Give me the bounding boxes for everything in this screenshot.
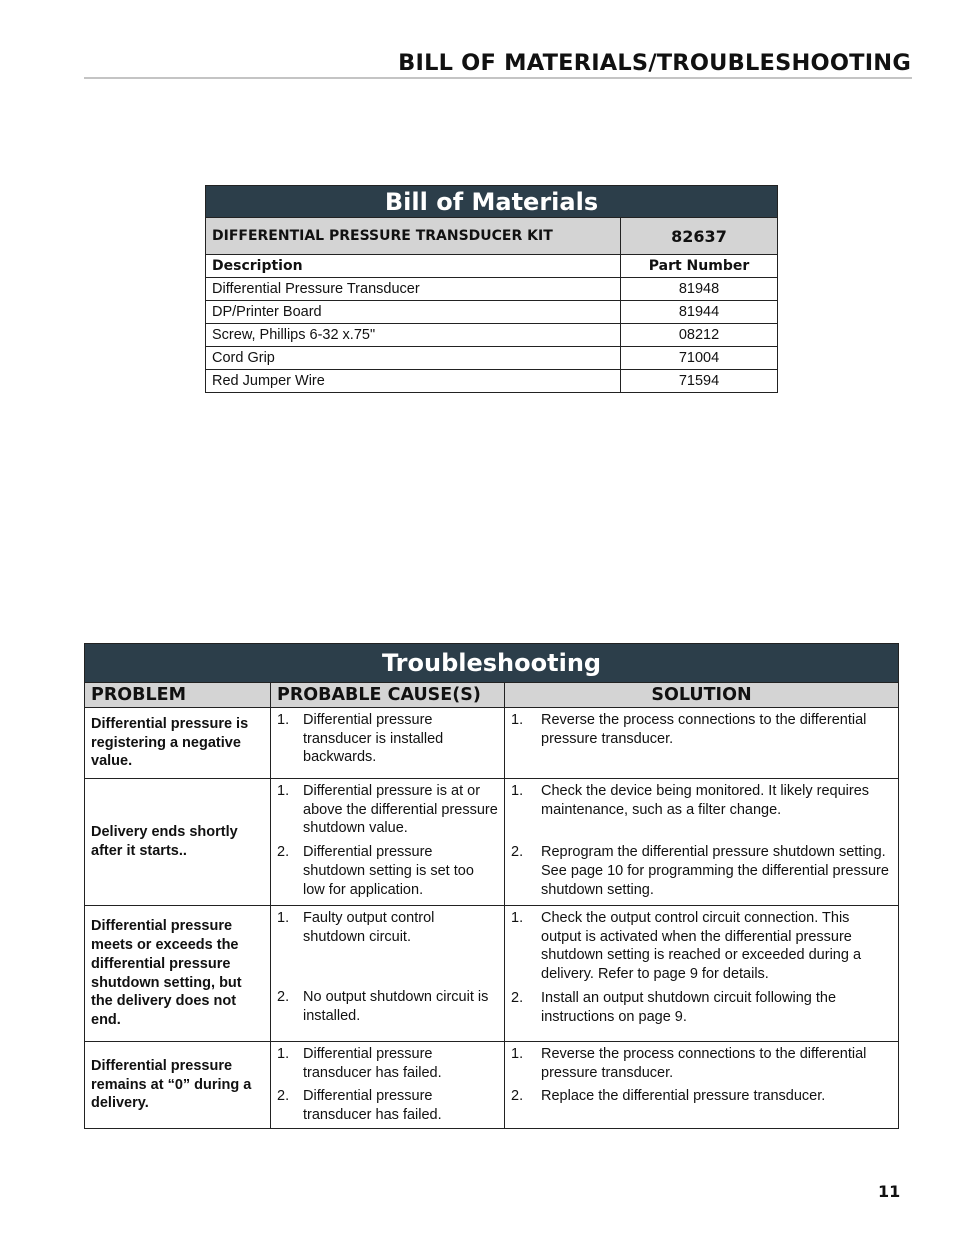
table-row xyxy=(85,779,899,906)
column-header-description: Description xyxy=(206,255,621,278)
table-row xyxy=(206,347,778,370)
table-row xyxy=(85,1042,899,1129)
table-row xyxy=(206,370,778,393)
troubleshooting-table xyxy=(84,643,899,1129)
solution-list xyxy=(505,1042,899,1129)
item-description: Differential Pressure Transducer xyxy=(206,278,621,301)
column-header-cause: PROBABLE CAUSE(S) xyxy=(271,683,505,708)
item-part-number: 81944 xyxy=(621,301,778,324)
item-part-number: 08212 xyxy=(621,324,778,347)
item-part-number: 71004 xyxy=(621,347,778,370)
solution-list xyxy=(505,906,899,1042)
item-part-number: 81948 xyxy=(621,278,778,301)
kit-number: 82637 xyxy=(621,218,778,255)
item-description: DP/Printer Board xyxy=(206,301,621,324)
list-item: 1. Check the output control circuit connection. This output is activated when the differential pressure shutdown setting is reached or exceeded during a delivery. Refer to page 9 for details. xyxy=(511,910,862,983)
list-item: 1. Differential pressure is at or above the differential pressure shutdown value. xyxy=(277,783,498,837)
page-number: 11 xyxy=(878,1182,901,1201)
list-item: 1. Faulty output control shutdown circuit. xyxy=(277,910,435,945)
troubleshooting-title: Troubleshooting xyxy=(85,644,899,683)
column-header-part-number: Part Number xyxy=(621,255,778,278)
column-header-solution: SOLUTION xyxy=(505,683,899,708)
solution-list xyxy=(505,779,899,906)
list-item: 1. Differential pressure transducer is installed backwards. xyxy=(277,712,444,766)
cause-list xyxy=(271,779,505,906)
item-description: Screw, Phillips 6-32 x.75" xyxy=(206,324,621,347)
bom-title: Bill of Materials xyxy=(206,186,778,218)
cause-list xyxy=(271,1042,505,1129)
problem-text: Delivery ends shortly after it starts.. xyxy=(85,779,271,906)
page-title: BILL OF MATERIALS/TROUBLESHOOTING xyxy=(398,50,911,76)
list-item: 2. Install an output shutdown circuit following the instructions on page 9. xyxy=(511,989,837,1025)
list-item: 1. Check the device being monitored. It likely requires maintenance, such as a filter change. xyxy=(511,783,870,818)
list-item: 1. Differential pressure transducer has failed. xyxy=(277,1046,442,1081)
kit-name: DIFFERENTIAL PRESSURE TRANSDUCER KIT xyxy=(206,218,621,255)
table-row xyxy=(206,324,778,347)
item-part-number: 71594 xyxy=(621,370,778,393)
solution-list xyxy=(505,708,899,779)
list-item: 2. Replace the differential pressure transducer. xyxy=(511,1088,826,1105)
table-row xyxy=(85,708,899,779)
list-item: 1. Reverse the process connections to the differential pressure transducer. xyxy=(511,712,867,747)
item-description: Cord Grip xyxy=(206,347,621,370)
list-item: 2. Reprogram the differential pressure shutdown setting. See page 10 for programming the differential pressure shutdown setting. xyxy=(511,844,889,898)
table-row xyxy=(206,278,778,301)
bill-of-materials-table xyxy=(205,185,778,393)
table-row xyxy=(85,906,899,1042)
cause-list xyxy=(271,708,505,779)
problem-text: Differential pressure is registering a negative value. xyxy=(85,708,271,779)
list-item: 1. Reverse the process connections to the differential pressure transducer. xyxy=(511,1046,867,1081)
list-item: 2. Differential pressure transducer has failed. xyxy=(277,1088,442,1124)
list-item: 2. Differential pressure shutdown setting is set too low for application. xyxy=(277,844,474,898)
list-item: 2. No output shutdown circuit is installed. xyxy=(277,989,489,1025)
title-divider xyxy=(84,77,912,79)
table-row xyxy=(206,301,778,324)
item-description: Red Jumper Wire xyxy=(206,370,621,393)
problem-text: Differential pressure meets or exceeds the differential pressure shutdown setting, but the delivery does not end. xyxy=(85,906,271,1042)
column-header-problem: PROBLEM xyxy=(85,683,271,708)
cause-list xyxy=(271,906,505,1042)
problem-text: Differential pressure remains at “0” during a delivery. xyxy=(85,1042,271,1129)
